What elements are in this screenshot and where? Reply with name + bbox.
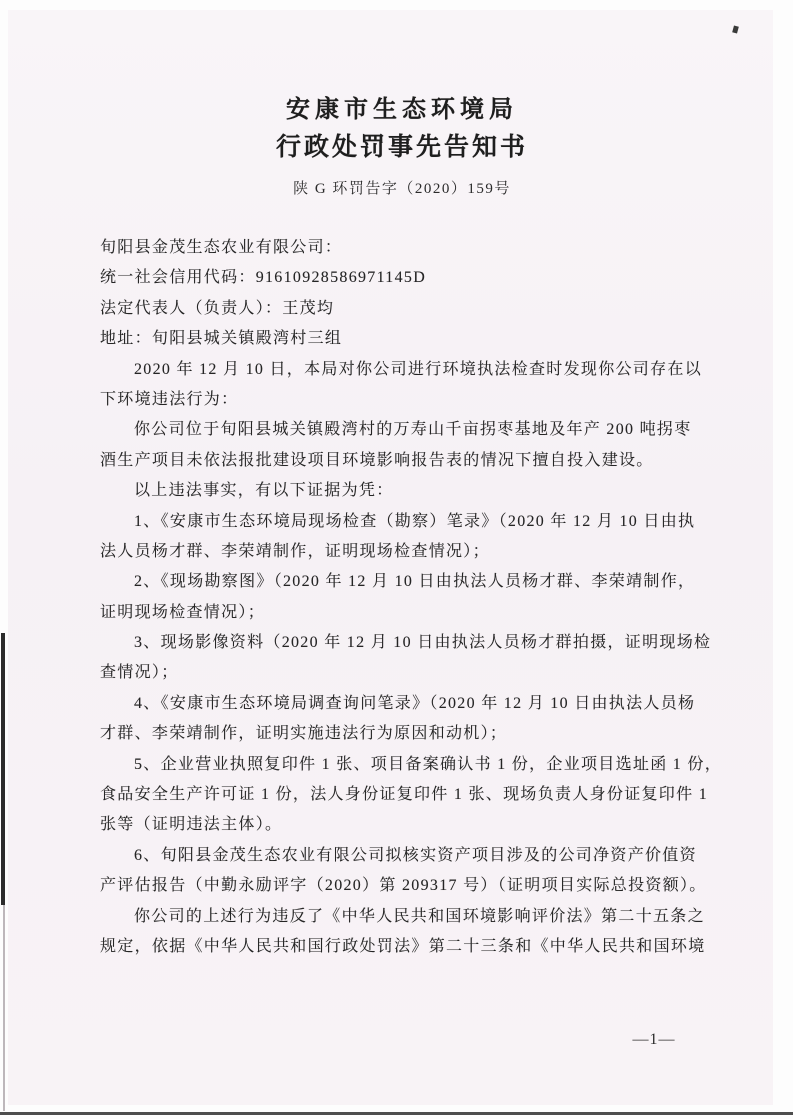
body-line: 食品安全生产许可证 1 份，法人身份证复印件 1 张、现场负责人身份证复印件 1 — [100, 786, 709, 804]
body-line: 法人员杨才群、李荣靖制作，证明现场检查情况）； — [100, 542, 490, 560]
body-line: 产评估报告（中勤永励评字（2020）第 209317 号）（证明项目实际总投资额）。 — [100, 877, 707, 895]
body-line: 酒生产项目未依法报批建设项目环境影响报告表的情况下擅自投入建设。 — [100, 451, 654, 469]
body-line: 旬阳县金茂生态农业有限公司： — [100, 239, 343, 256]
document-header — [100, 92, 704, 198]
document-type-title: 行政处罚事先告知书 — [275, 134, 528, 161]
body-line: 统一社会信用代码：91610928586971145D — [100, 269, 427, 287]
body-line: 3、现场影像资料（2020 年 12 月 10 日由执法人员杨才群拍摄，证明现场检 — [134, 634, 712, 652]
document-body — [100, 233, 723, 962]
body-line: 6、旬阳县金茂生态农业有限公司拟核实资产项目涉及的公司净资产价值资 — [134, 846, 697, 864]
body-line: 5、企业营业执照复印件 1 张、项目备案确认书 1 份，企业项目选址函 1 份， — [134, 755, 723, 773]
body-line: 4、《安康市生态环境局调查询问笔录》（2020 年 12 月 10 日由执法人员杨 — [134, 694, 696, 712]
body-line: 你公司的上述行为违反了《中华人民共和国环境影响评价法》第二十五条之 — [134, 907, 705, 925]
body-line: 以上违法事实，有以下证据为凭： — [134, 482, 394, 500]
body-line: 下环境违法行为： — [100, 390, 239, 408]
body-line: 证明现场检查情况）； — [100, 603, 266, 621]
body-line: 查情况）； — [100, 664, 179, 682]
body-line: 地址：旬阳县城关镇殿湾村三组 — [100, 330, 343, 348]
body-line: 规定，依据《中华人民共和国行政处罚法》第二十三条和《中华人民共和国环境 — [100, 937, 706, 955]
page-number: —1— — [632, 1031, 676, 1048]
body-line: 法定代表人（负责人）：王茂均 — [100, 299, 335, 317]
body-line: 2020 年 12 月 10 日，本局对你公司进行环境执法检查时发现你公司存在以 — [134, 360, 703, 378]
body-line: 1、《安康市生态环境局现场检查（勘察）笔录》（2020 年 12 月 10 日由执 — [134, 512, 696, 530]
body-line: 2、《现场勘察图》（2020 年 12 月 10 日由执法人员杨才群、李荣靖制作， — [134, 573, 696, 591]
document-reference-number: 陕 G 环罚告字（2020）159号 — [293, 181, 511, 197]
body-line: 张等（证明违法主体）。 — [100, 816, 283, 834]
body-line: 才群、李荣靖制作，证明实施违法行为原因和动机）； — [100, 725, 508, 743]
issuing-authority-title: 安康市生态环境局 — [286, 97, 518, 123]
body-line: 你公司位于旬阳县城关镇殿湾村的万寿山千亩拐枣基地及年产 200 吨拐枣 — [134, 421, 692, 439]
